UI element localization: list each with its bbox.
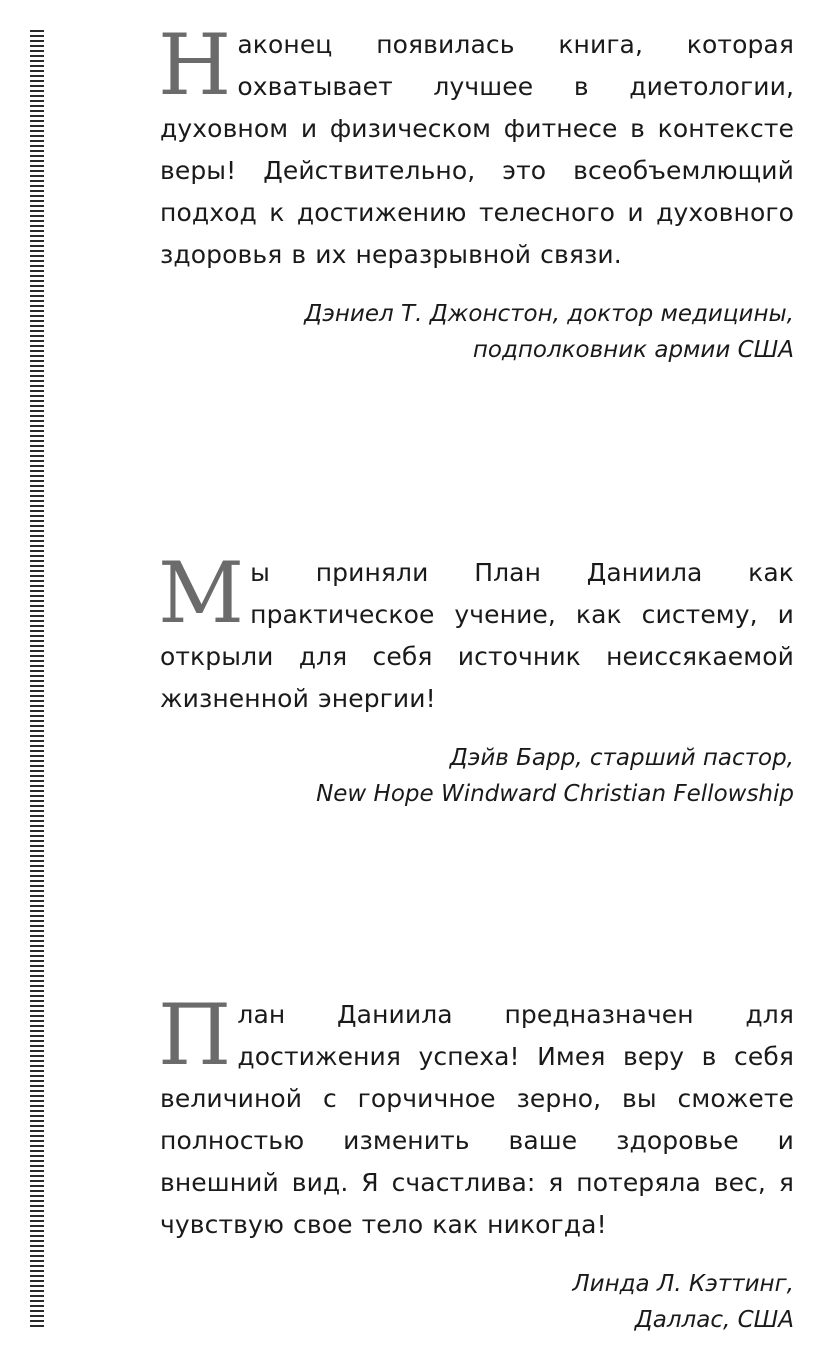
testimonial-attribution (160, 296, 794, 368)
testimonial-text (158, 16, 794, 276)
attribution-title: Даллас, США (634, 1307, 794, 1333)
testimonial-attribution (160, 740, 794, 812)
testimonial-text (158, 544, 794, 720)
attribution-name: Дэйв Барр, старший пастор, (449, 745, 794, 771)
drop-cap: П (158, 986, 232, 1084)
page-edge-marker (30, 30, 44, 1330)
drop-cap: Н (158, 16, 232, 114)
testimonial-body: ы приняли План Даниила как практическое учение, как систему, и открыли для себя источник неиссякаемой жизненной энергии! (160, 558, 794, 713)
attribution-title: New Hope Windward Christian Fellowship (316, 781, 794, 807)
attribution-name: Дэниел Т. Джонстон, доктор медицины, (304, 301, 794, 327)
attribution-title: подполковник армии США (472, 337, 794, 363)
testimonial-2 (158, 544, 794, 812)
testimonial-body: аконец появилась книга, которая охватывает лучшее в диетологии, духовном и физическом фитнесе в контексте веры! Действительно, это всеобъемлющий подход к достижению телесного и духовного здоровья в их неразрывной связи. (160, 30, 794, 269)
testimonial-attribution (160, 1266, 794, 1338)
testimonial-3 (158, 986, 794, 1338)
testimonial-text (158, 986, 794, 1246)
testimonial-body: лан Даниила предназначен для достижения успеха! Имея веру в себя величиной с горчичное зерно, вы сможете полностью изменить ваше здоровье и внешний вид. Я счастлива: я потеряла вес, я чувствую свое тело как никогда! (160, 1000, 794, 1239)
testimonial-1 (158, 16, 794, 368)
attribution-name: Линда Л. Кэттинг, (572, 1271, 794, 1297)
drop-cap: М (158, 544, 245, 642)
